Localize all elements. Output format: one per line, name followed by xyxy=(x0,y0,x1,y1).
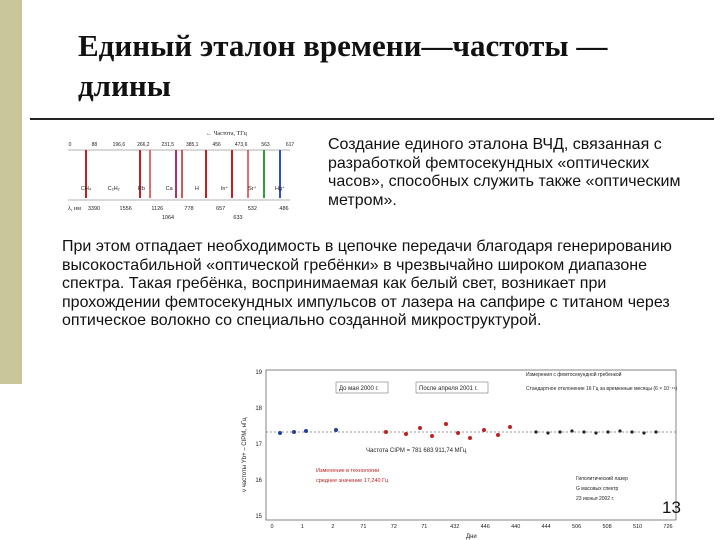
annotation-red: Изменение в технологии xyxy=(316,468,380,474)
wavelength-sublabel: 1064 xyxy=(161,215,175,221)
plot-point xyxy=(654,430,657,433)
plot-point xyxy=(618,429,621,432)
plot-point xyxy=(304,429,308,433)
species-label: CH₄ xyxy=(80,186,92,192)
frequency-label: 473,6 xyxy=(234,142,248,148)
plot-xtick: 2 xyxy=(331,524,335,530)
spectrum-axis-title: ← Частота, ТГц xyxy=(206,131,247,137)
frequency-label: 231,5 xyxy=(161,142,175,148)
wavelength-label: 657 xyxy=(216,206,226,212)
species-label: C₂H₂ xyxy=(107,186,120,192)
plot-ytick: 18 xyxy=(255,406,262,412)
plot-xtick: 1 xyxy=(300,524,304,530)
plot-point xyxy=(404,432,408,436)
plot-point xyxy=(508,425,512,429)
species-label: In⁺ xyxy=(220,186,229,192)
plot-point xyxy=(642,431,645,434)
annotation-before: До мая 2000 г. xyxy=(339,386,379,392)
plot-point xyxy=(630,430,633,433)
wavelength-sublabel: 633 xyxy=(233,215,243,221)
wavelength-label: 1126 xyxy=(151,206,164,212)
plot-point xyxy=(496,433,500,437)
plot-point xyxy=(546,431,549,434)
spectrum-figure xyxy=(58,128,302,228)
plot-point xyxy=(278,431,282,435)
wavelength-label: 1556 xyxy=(119,206,132,212)
plot-point xyxy=(456,431,460,435)
plot-xtick: 506 xyxy=(572,524,582,530)
plot-xtick: 510 xyxy=(632,524,643,530)
plot-xtick: 726 xyxy=(663,524,673,530)
species-label: Ca xyxy=(165,186,173,192)
plot-ylabel: ν частоты Yb+ – СIPM, нГц xyxy=(242,417,248,492)
species-label: Rb xyxy=(137,186,145,192)
plot-xtick: 440 xyxy=(511,524,521,530)
species-label: Hg⁺ xyxy=(275,186,285,192)
plot-ytick: 17 xyxy=(255,442,262,448)
plot-point xyxy=(558,430,561,433)
intro-text: Создание единого эталона ВЧД, связанная с разработкой фемтосекундных «оптических часов», способных служить также «оптическим метром». xyxy=(328,136,681,209)
wavelength-label: 532 xyxy=(247,206,257,212)
plot-point xyxy=(606,430,609,433)
species-label: Sr⁺ xyxy=(248,186,257,192)
plot-xtick: 71 xyxy=(360,524,367,530)
frequency-label: 0 xyxy=(68,142,72,148)
plot-point xyxy=(534,430,537,433)
spectrum-lambda-label: λ, нм xyxy=(68,206,81,212)
plot-ytick: 19 xyxy=(255,370,262,376)
plot-point xyxy=(292,430,296,434)
plot-xlabel: Дни xyxy=(466,534,477,540)
left-accent-bar xyxy=(0,0,22,384)
species-label: H xyxy=(194,186,199,192)
plot-xtick: 432 xyxy=(450,524,460,530)
body-text: При этом отпадает необходимость в цепочке передачи благодаря генерированию высокостабильной «оптической гребёнки» в чрезвычайно широком диапазоне спектра. Такая гребёнка, воспринимаемая как белый свет, возникает при прохождении фемтосекундных импульсов от лазера на сапфире с титаном через оптическое волокно со специально созданной микроструктурой. xyxy=(62,238,672,329)
frequency-label: 385,1 xyxy=(185,142,199,148)
plot-point xyxy=(482,428,486,432)
plot-xtick: 446 xyxy=(480,524,490,530)
annotation-bottom-right-3: 23 июнья 2002 г. xyxy=(576,496,615,502)
frequency-label: 456 xyxy=(212,142,221,148)
annotation-right: Измерения с фемтосекундной гребенкой xyxy=(526,372,622,378)
plot-xtick: 0 xyxy=(270,524,274,530)
plot-ytick: 15 xyxy=(255,514,262,520)
annotation-bottom-right: Гиполитический лазер xyxy=(576,476,628,482)
frequency-label: 563 xyxy=(261,142,270,148)
plot-ytick: 16 xyxy=(255,478,262,484)
plot-xtick: 71 xyxy=(421,524,428,530)
frequency-plot-figure xyxy=(236,362,684,540)
plot-point xyxy=(468,436,472,440)
plot-point xyxy=(582,430,585,433)
plot-point xyxy=(594,431,597,434)
wavelength-label: 486 xyxy=(279,206,289,212)
plot-point xyxy=(418,426,422,430)
plot-xtick: 508 xyxy=(602,524,612,530)
page-number: 13 xyxy=(662,498,681,517)
annotation-after: После апреля 2001 г. xyxy=(419,386,478,392)
plot-point xyxy=(334,428,338,432)
plot-xtick: 72 xyxy=(390,524,397,530)
wavelength-label: 778 xyxy=(184,206,194,212)
annotation-bottom-right-2: G масовых спектр xyxy=(576,486,619,492)
plot-point xyxy=(384,430,388,434)
slide-title: Единый эталон времени—частоты —длины xyxy=(78,28,608,103)
frequency-label: 617 xyxy=(285,142,295,148)
frequency-label: 266,2 xyxy=(137,142,150,148)
plot-point xyxy=(430,434,434,438)
plot-xtick: 444 xyxy=(541,524,551,530)
wavelength-label: 3390 xyxy=(87,206,101,212)
plot-point xyxy=(570,429,573,432)
annotation-red-2: среднее значение 17,240 Гц xyxy=(316,478,389,484)
annotation-mid: Частота СIPM = 781 683 911,74 МГц xyxy=(366,448,467,454)
title-divider xyxy=(30,118,714,120)
frequency-label: 88 xyxy=(91,142,98,148)
frequency-label: 196,6 xyxy=(112,142,126,148)
annotation-right-2: Стандартное отклонение 16 Гц за временные месяцы (6 × 10⁻¹⁴) xyxy=(526,386,678,392)
plot-point xyxy=(444,422,448,426)
